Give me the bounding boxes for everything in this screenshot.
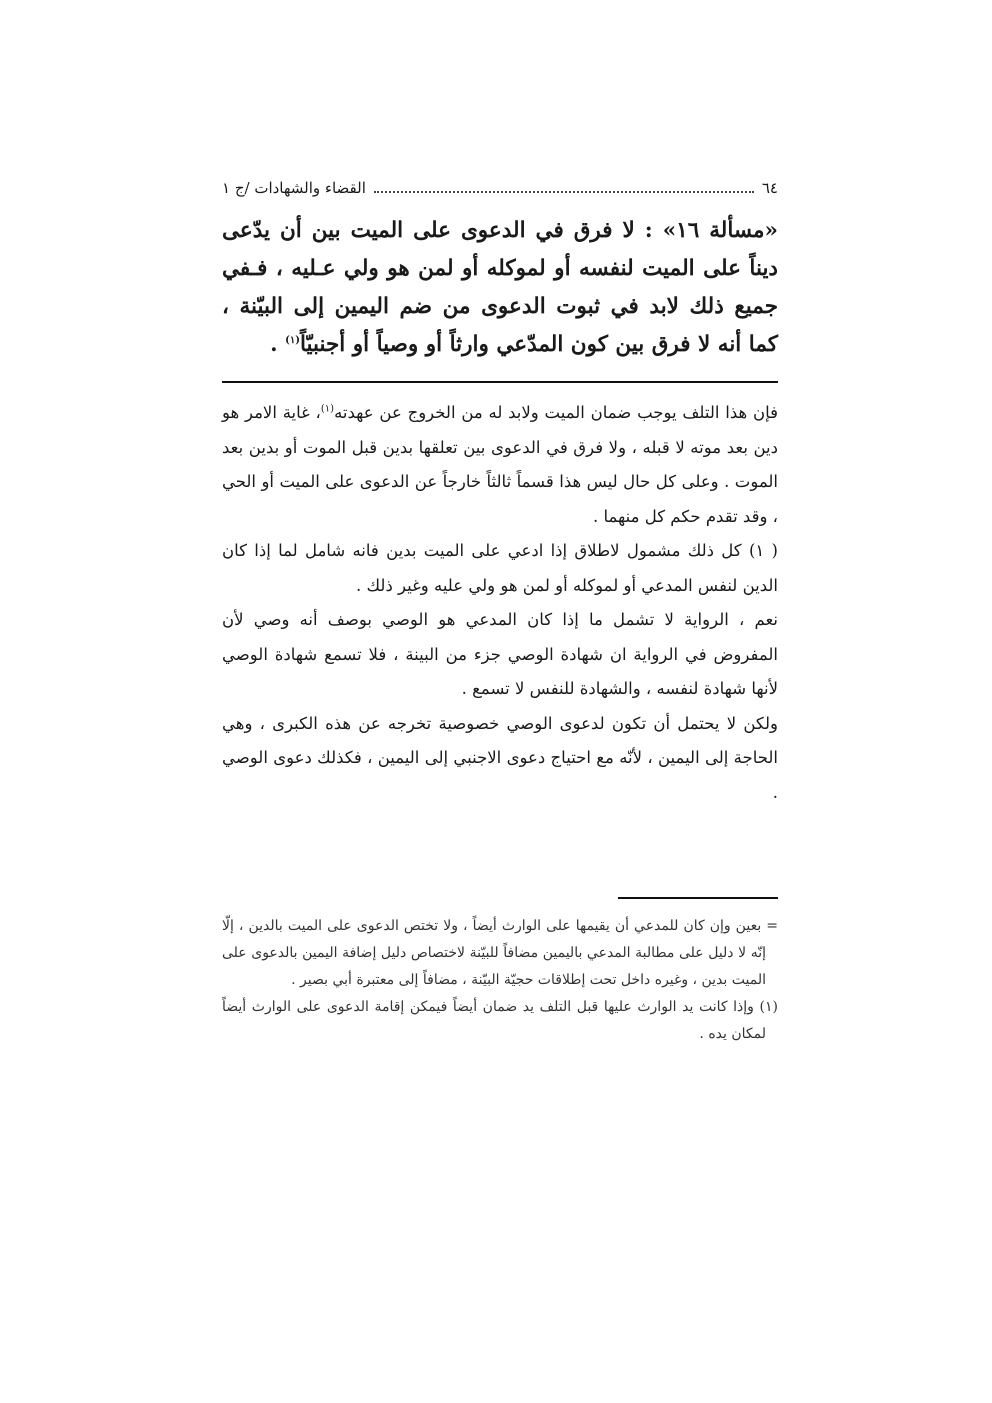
commentary-paragraph-2: ( ١) كل ذلك مشمول لاطلاق إذا ادعي على الميت بدين فانه شامل لما إذا كان الدين لنفس المدعي أو لموكله أو لمن هو ولي عليه وغير ذلك . bbox=[222, 541, 778, 595]
running-header bbox=[222, 176, 778, 200]
commentary-paragraph-3: نعم ، الرواية لا تشمل ما إذا كان المدعي هو الوصي بوصف أنه وصي لأن المفروض في الرواية ان شهادة الوصي جزء من البينة ، فلا تسمع شهادة الوصي لأنها شهادة لنفسه ، والشهادة للنفس لا تسمع . bbox=[222, 610, 778, 698]
footnote-rule bbox=[618, 897, 778, 899]
masala-body: «مسألة ١٦» : لا فرق في الدعوى على الميت بين أن يدّعى ديناً على الميت لنفسه أو لموكله أو لمن هو ولي عـليه ، فـفي جميع ذلك لابد في ثبوت الدعوى من ضم اليمين إلى البيّنة ، كما أنه لا فرق بين كون المدّعي وارثاً أو وصياً أو أجنبيّاً bbox=[222, 218, 778, 357]
leader-dots bbox=[374, 191, 754, 193]
separator-rule bbox=[222, 381, 778, 383]
commentary bbox=[222, 396, 778, 810]
commentary-paragraph-1 bbox=[222, 396, 778, 534]
commentary-p1-before: فإن هذا التلف يوجب ضمان الميت ولابد له من الخروج عن عهدته bbox=[334, 403, 778, 422]
masala-end: . bbox=[270, 332, 286, 357]
page-number: ٦٤ bbox=[761, 179, 778, 197]
masala-text bbox=[222, 212, 778, 364]
running-title: القضاء والشهادات /ج ١ bbox=[222, 179, 366, 197]
footnote-continued: = بعين وإن كان للمدعي أن يقيمها على الوارث أيضاً ، ولا تختص الدعوى على الميت بالدين ، إلّا إنّه لا دليل على مطالبة المدعي باليمين مضافاً للبيّنة لاختصاص دليل إضافة اليمين بالدعوى على الميت بدين ، وغيره داخل تحت إطلاقات حجيّة البيّنة ، مضافاً إلى معتبرة أبي بصير . bbox=[222, 918, 778, 988]
footnotes bbox=[222, 913, 778, 1048]
masala-note-ref: (١) bbox=[285, 334, 300, 346]
footnote-1: (١) وإذا كانت يد الوارث عليها قبل التلف يد ضمان أيضاً فيمكن إقامة الدعوى على الوارث أيضاً لمكان يده . bbox=[222, 999, 778, 1042]
commentary-p1-after: ، غاية الامر هو دين بعد موته لا قبله ، ولا فرق في الدعوى بين تعلقها بدين قبل الموت أو بدين بعد الموت . وعلى كل حال ليس هذا قسماً ثالثاً خارجاً عن الدعوى على الميت أو الحي ، وقد تقدم حكم كل منهما . bbox=[222, 403, 778, 526]
commentary-p1-ref: (١) bbox=[320, 403, 335, 415]
commentary-paragraph-4: ولكن لا يحتمل أن تكون لدعوى الوصي خصوصية تخرجه عن هذه الكبرى ، وهي الحاجة إلى اليمين ، لأنّه مع احتياج دعوى الاجنبي إلى اليمين ، فكذلك دعوى الوصي . bbox=[222, 713, 778, 802]
